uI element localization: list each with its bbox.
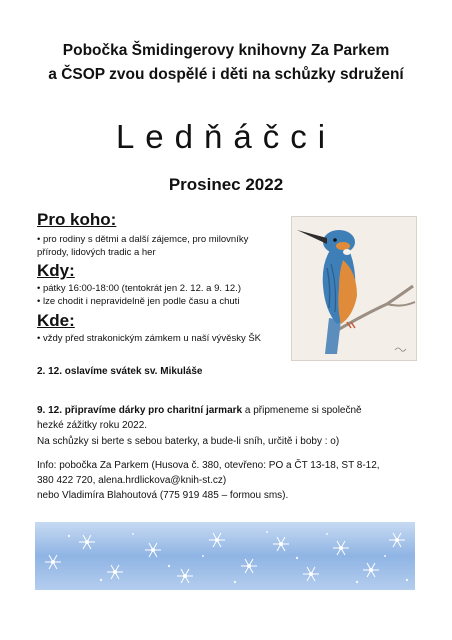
- when-line-1: • pátky 16:00-18:00 (tentokrát jen 2. 12. a 9. 12.): [37, 283, 242, 294]
- info-line-1: Info: pobočka Za Parkem (Husova č. 380, otevřeno: PO a ČT 13-18, ST 8-12,: [37, 460, 380, 471]
- section-heading-who: Pro koho:: [37, 210, 117, 229]
- where-line-1: • vždy před strakonickým zámkem u naší vývěsky ŠK: [37, 333, 262, 344]
- header-line-2: a ČSOP zvou dospělé i děti na schůzky sdružení: [48, 66, 404, 83]
- info-line-2: 380 422 720, alena.hrdlickova@knih-st.cz): [37, 475, 227, 486]
- who-line-2: přírody, lidových tradic a her: [37, 247, 156, 258]
- section-heading-where: Kde:: [37, 311, 75, 330]
- event-dec-9-rest: a připmeneme si společně: [242, 405, 362, 416]
- note-text: Na schůzky si berte s sebou baterky, a bude-li sníh, určitě i boby : o): [37, 436, 340, 447]
- event-dec-9-bold: 9. 12. připravíme dárky pro charitní jarmark: [37, 405, 243, 416]
- month-subtitle: Prosinec 2022: [168, 175, 284, 194]
- section-heading-when: Kdy:: [37, 261, 75, 280]
- who-line-1: • pro rodiny s dětmi a další zájemce, pro milovníky: [37, 234, 249, 245]
- snowflake-banner: [35, 522, 415, 590]
- event-dec-9-line-2: hezké zážitky roku 2022.: [37, 420, 148, 431]
- when-line-2: • lze chodit i nepravidelně jen podle času a chuti: [37, 296, 240, 307]
- event-dec-2: 2. 12. oslavíme svátek sv. Mikuláše: [37, 366, 203, 377]
- header-line-1: Pobočka Šmidingerovy knihovny Za Parkem: [62, 42, 390, 59]
- page-title: Ledňáčci: [115, 118, 337, 155]
- info-line-3: nebo Vladimíra Blahoutová (775 919 485 – formou sms).: [37, 490, 289, 501]
- kingfisher-drawing: [291, 216, 417, 361]
- event-dec-9: [37, 403, 362, 418]
